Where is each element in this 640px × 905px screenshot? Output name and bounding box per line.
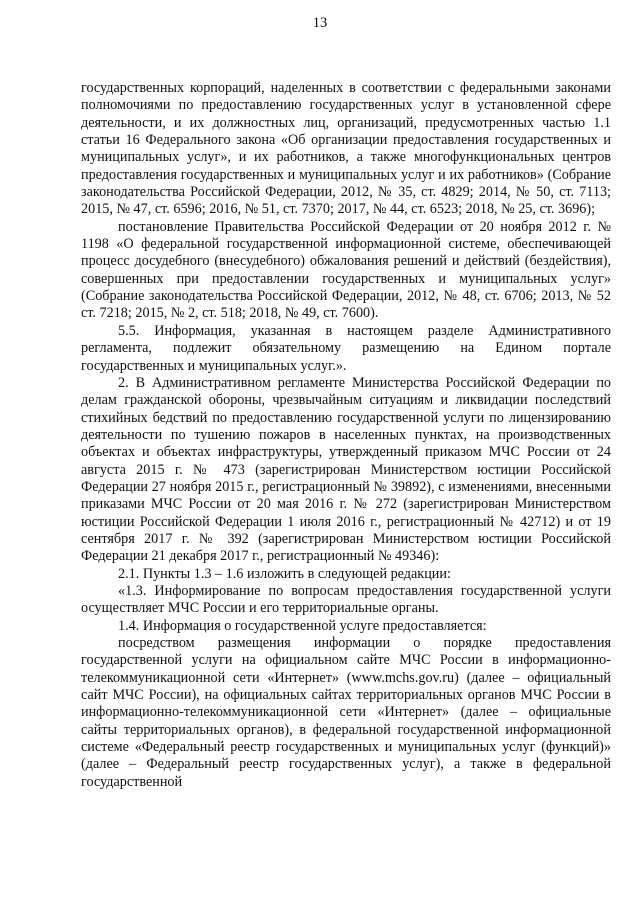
page-number: 13 bbox=[312, 15, 328, 31]
document-body bbox=[81, 80, 611, 791]
paragraph: 1.4. Информация о государственной услуге предоставляется: bbox=[118, 617, 487, 634]
paragraph: посредством размещения информации о порядке предоставления государственной услуги на официальном сайте МЧС России в информационно-телекоммуникационной сети «Интернет» (www.mchs.gov.ru) (далее – официальный сайт МЧС России), на официальных сайтах территориальных органов МЧС России в информационно-телекоммуникационной сети «Интернет» (далее – официальные сайты территориальных органов), в федеральной государственной информационной системе «Федеральный реестр государственных и муниципальных услуг (функций)» (далее – Федеральный реестр государственных услуг), а также в федеральной государственной bbox=[81, 635, 611, 790]
paragraph: постановление Правительства Российской Федерации от 20 ноября 2012 г. № 1198 «О федеральной государственной информационной системе, обеспечивающей процесс досудебного (внесудебного) обжалования решений и действий (бездействия), совершенных при предоставлении государственных и муниципальных услуг» (Собрание законодательства Российской Федерации, 2012, № 48, ст. 6706; 2013, № 52 ст. 7218; 2015, № 2, ст. 518; 2018, № 49, ст. 7600). bbox=[81, 218, 611, 322]
paragraph: государственных корпораций, наделенных в соответствии с федеральными законами полномочиями по предоставлению государственных услуг в установленной сфере деятельности, и их должностных лиц, организаций, предусмотренных частью 1.1 статьи 16 Федерального закона «Об организации предоставления государственных и муниципальных услуг», и их работников, а также многофункциональных центров предоставления государственных и муниципальных услуг и их работников» (Собрание законодательства Российской Федерации, 2012, № 35, ст. 4829; 2014, № 50, ст. 7113; 2015, № 47, ст. 6596; 2016, № 51, ст. 7370; 2017, № 44, ст. 6523; 2018, № 25, ст. 3696); bbox=[81, 80, 611, 218]
paragraph: 2. В Административном регламенте Министерства Российской Федерации по делам гражданской обороны, чрезвычайным ситуациям и ликвидации последствий стихийных бедствий по предоставлению государственной услуги по лицензированию деятельности по тушению пожаров в населенных пунктах, на производственных объектах и объектах инфраструктуры, утвержденный приказом МЧС России от 24 августа 2015 г. № 473 (зарегистрирован Министерством юстиции Российской Федерации 27 ноября 2015 г., регистрационный № 39892), с изменениями, внесенными приказами МЧС России от 20 мая 2016 г. № 272 (зарегистрирован Министерством юстиции Российской Федерации 1 июля 2016 г., регистрационный № 42712) и от 19 сентября 2017 г. № 392 (зарегистрирован Министерством юстиции Российской Федерации 21 декабря 2017 г., регистрационный № 49346): bbox=[81, 374, 611, 565]
paragraph: 5.5. Информация, указанная в настоящем разделе Административного регламента, подлежит обязательному размещению на Едином портале государственных и муниципальных услуг.». bbox=[81, 322, 611, 374]
paragraph: «1.3. Информирование по вопросам предоставления государственной услуги осуществляет МЧС России и его территориальные органы. bbox=[81, 582, 611, 617]
paragraph: 2.1. Пункты 1.3 – 1.6 изложить в следующей редакции: bbox=[118, 565, 451, 582]
